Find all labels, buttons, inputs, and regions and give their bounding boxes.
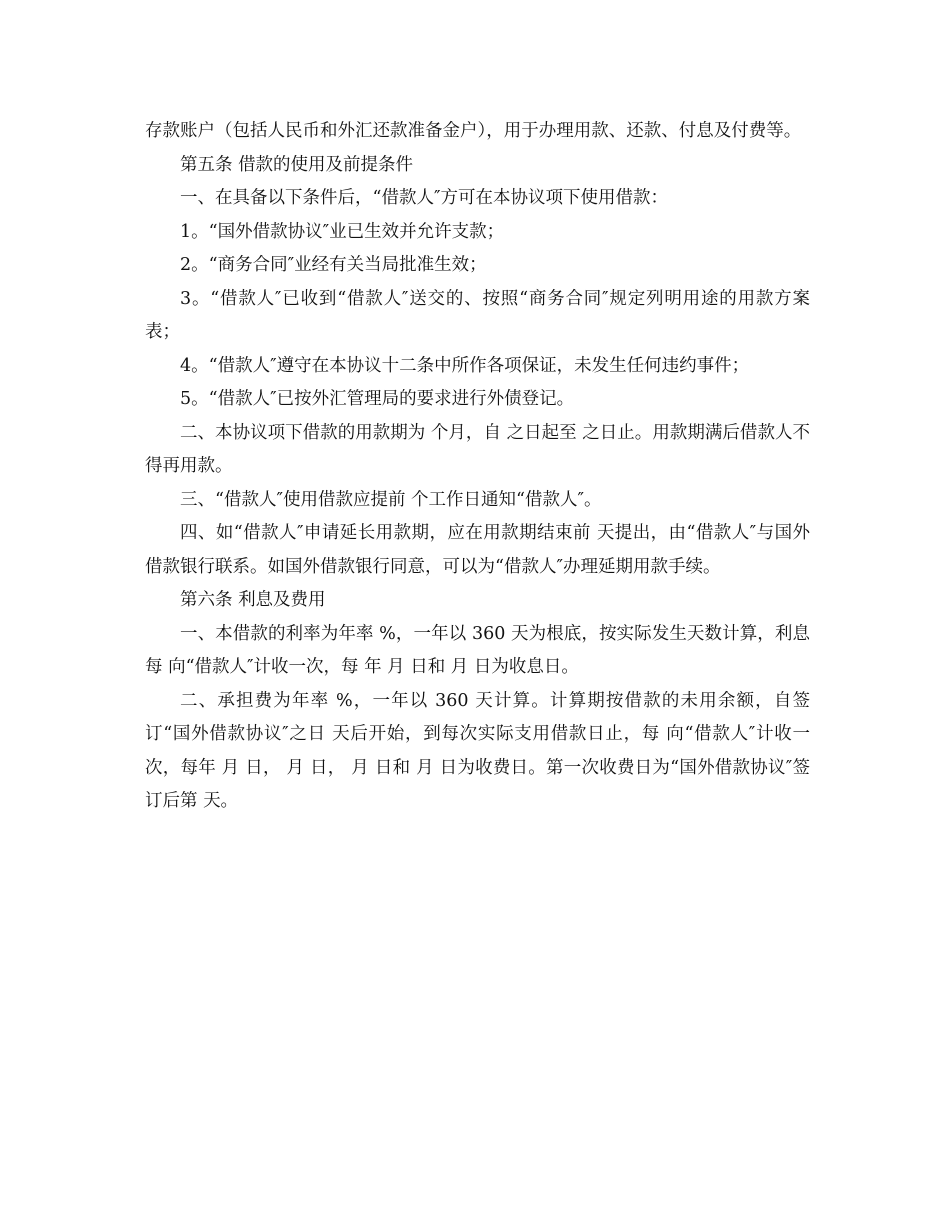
condition-item-4: 4。“借款人″遵守在本协议十二条中所作各项保证，未发生任何违约事件； xyxy=(180,355,750,376)
condition-item-5: 5。“借款人″已按外汇管理局的要求进行外债登记。 xyxy=(180,389,575,409)
document-body xyxy=(145,115,810,819)
article-6-clause-1: 一、本借款的利率为年率 %，一年以 360 天为根底，按实际发生天数计算，利息每 向“借款人″计收一次，每 年 月 日和 月 日为收息日。 xyxy=(145,623,810,677)
condition-item-3: 3。“借款人″已收到“借款人″送交的、按照“商务合同″规定列明用途的用款方案表； xyxy=(145,288,810,342)
condition-item-2: 2。“商务合同″业经有关当局批准生效； xyxy=(180,255,487,275)
paragraph-deposit-account: 存款账户（包括人民币和外汇还款准备金户），用于办理用款、还款、付息及付费等。 xyxy=(145,121,802,141)
article-5-clause-2: 二、本协议项下借款的用款期为 个月，自 之日起至 之日止。用款期满后借款人不得再用款。 xyxy=(145,422,810,476)
article-5-clause-4: 四、如“借款人″申请延长用款期，应在用款期结束前 天提出，由“借款人″与国外借款银行联系。如国外借款银行同意，可以为“借款人″办理延期用款手续。 xyxy=(145,523,810,577)
article-6-heading: 第六条 利息及费用 xyxy=(180,590,326,610)
article-5-heading: 第五条 借款的使用及前提条件 xyxy=(180,154,414,175)
condition-item-1: 1。“国外借款协议″业已生效并允许支款； xyxy=(180,221,505,242)
article-6-clause-2: 二、承担费为年率 %，一年以 360 天计算。计算期按借款的未用余额，自签订“国外借款协议″之日 天后开始，到每次实际支用借款日止，每 向“借款人″计收一次，每年 月 日， 月 日， 月 日和 月 日为收费日。第一次收费日为“国外借款协议″签订后第 天。 xyxy=(145,690,810,811)
article-5-clause-1: 一、在具备以下条件后，“借款人″方可在本协议项下使用借款： xyxy=(180,188,668,208)
article-5-clause-3: 三、“借款人″使用借款应提前 个工作日通知“借款人″。 xyxy=(180,489,602,510)
